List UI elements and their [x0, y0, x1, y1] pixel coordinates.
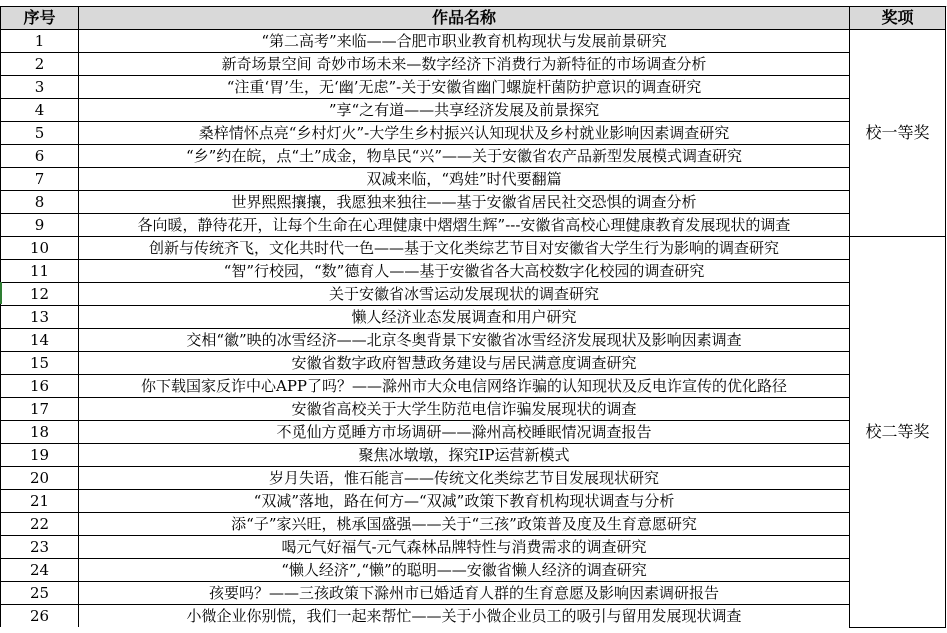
table-row [1, 490, 946, 513]
row-number-cell[interactable]: 25 [1, 582, 79, 605]
row-number-cell[interactable]: 16 [1, 375, 79, 398]
table-row [1, 145, 946, 168]
row-number-cell[interactable]: 19 [1, 444, 79, 467]
work-name-cell[interactable]: 关于安徽省冰雪运动发展现状的调查研究 [79, 283, 850, 306]
row-number-cell[interactable]: 21 [1, 490, 79, 513]
row-number-cell[interactable]: 12 [1, 283, 79, 306]
row-number-cell[interactable]: 2 [1, 53, 79, 76]
table-row [1, 99, 946, 122]
header-award[interactable]: 奖项 [850, 7, 946, 30]
table-row [1, 467, 946, 490]
table-row [1, 536, 946, 559]
table-row [1, 53, 946, 76]
row-number-cell[interactable]: 6 [1, 145, 79, 168]
row-number-cell[interactable]: 14 [1, 329, 79, 352]
table-row [1, 444, 946, 467]
work-name-cell[interactable]: 安徽省高校关于大学生防范电信诈骗发展现状的调查 [79, 398, 850, 421]
row-number-cell[interactable]: 8 [1, 191, 79, 214]
table-row [1, 260, 946, 283]
work-name-cell[interactable]: 交相“徽”映的冰雪经济——北京冬奥背景下安徽省冰雪经济发展现状及影响因素调查 [79, 329, 850, 352]
row-number-cell[interactable]: 1 [1, 30, 79, 53]
work-name-cell[interactable]: 安徽省数字政府智慧政务建设与居民满意度调查研究 [79, 352, 850, 375]
work-name-cell[interactable]: 孩要吗？——三孩政策下滁州市已婚适育人群的生育意愿及影响因素调研报告 [79, 582, 850, 605]
row-number-cell[interactable]: 18 [1, 421, 79, 444]
work-name-cell[interactable]: “注重‘胃’生，无‘幽’无虑”-关于安徽省幽门螺旋杆菌防护意识的调查研究 [79, 76, 850, 99]
work-name-cell[interactable]: 各向暖，静待花开，让每个生命在心理健康中熠熠生辉”---安徽省高校心理健康教育发展现状的调查 [79, 214, 850, 237]
work-name-cell[interactable]: “乡”约在皖，点“土”成金，物阜民“兴”——关于安徽省农产品新型发展模式调查研究 [79, 145, 850, 168]
table-row [1, 237, 946, 260]
row-number-cell[interactable]: 22 [1, 513, 79, 536]
work-name-cell[interactable]: 岁月失语，惟石能言——传统文化类综艺节目发展现状研究 [79, 467, 850, 490]
row-number-cell[interactable]: 3 [1, 76, 79, 99]
row-number-cell[interactable]: 5 [1, 122, 79, 145]
table-row [1, 375, 946, 398]
work-name-cell[interactable]: “智”行校园，“数”德育人——基于安徽省各大高校数字化校园的调查研究 [79, 260, 850, 283]
table-row [1, 329, 946, 352]
table-row [1, 582, 946, 605]
row-number-cell[interactable]: 11 [1, 260, 79, 283]
row-number-cell[interactable]: 23 [1, 536, 79, 559]
cell-selection-marker [0, 282, 2, 304]
row-number-cell[interactable]: 4 [1, 99, 79, 122]
row-number-cell[interactable]: 17 [1, 398, 79, 421]
table-row [1, 421, 946, 444]
table-row [1, 398, 946, 421]
work-name-cell[interactable]: 不觅仙方觅睡方市场调研——滁州高校睡眠情况调查报告 [79, 421, 850, 444]
work-name-cell[interactable]: 桑梓情怀点亮“乡村灯火”-大学生乡村振兴认知现状及乡村就业影响因素调查研究 [79, 122, 850, 145]
work-name-cell[interactable]: 喝元气好福气-元气森林品牌特性与消费需求的调查研究 [79, 536, 850, 559]
award-first-cell[interactable]: 校一等奖 [850, 30, 946, 237]
work-name-cell[interactable]: “第二高考”来临——合肥市职业教育机构现状与发展前景研究 [79, 30, 850, 53]
header-num[interactable]: 序号 [1, 7, 79, 30]
awards-table [0, 6, 946, 628]
work-name-cell[interactable]: 新奇场景空间 奇妙市场未来—数字经济下消费行为新特征的市场调查分析 [79, 53, 850, 76]
table-row [1, 191, 946, 214]
header-row [1, 7, 946, 30]
row-number-cell[interactable]: 20 [1, 467, 79, 490]
row-number-cell[interactable]: 24 [1, 559, 79, 582]
table-row [1, 559, 946, 582]
table-row [1, 352, 946, 375]
table-row [1, 605, 946, 628]
work-name-cell[interactable]: 你下载国家反诈中心APP了吗？——滁州市大众电信网络诈骗的认知现状及反电诈宣传的优化路径 [79, 375, 850, 398]
award-second-cell[interactable]: 校二等奖 [850, 237, 946, 628]
table-row [1, 30, 946, 53]
work-name-cell[interactable]: 创新与传统齐飞，文化共时代一色——基于文化类综艺节目对安徽省大学生行为影响的调查研究 [79, 237, 850, 260]
work-name-cell[interactable]: 双减来临，“鸡娃”时代要翻篇 [79, 168, 850, 191]
row-number-cell[interactable]: 9 [1, 214, 79, 237]
header-name[interactable]: 作品名称 [79, 7, 850, 30]
table-row [1, 122, 946, 145]
row-number-cell[interactable]: 7 [1, 168, 79, 191]
table-row [1, 306, 946, 329]
work-name-cell[interactable]: 聚焦冰墩墩，探究IP运营新模式 [79, 444, 850, 467]
table-row [1, 76, 946, 99]
table-row [1, 168, 946, 191]
work-name-cell[interactable]: ”享“之有道——共享经济发展及前景探究 [79, 99, 850, 122]
work-name-cell[interactable]: “懒人经济”,“懒”的聪明——安徽省懒人经济的调查研究 [79, 559, 850, 582]
row-number-cell[interactable]: 26 [1, 605, 79, 628]
table-row [1, 283, 946, 306]
work-name-cell[interactable]: 添“子”家兴旺，桃承国盛强——关于“三孩”政策普及度及生育意愿研究 [79, 513, 850, 536]
row-number-cell[interactable]: 15 [1, 352, 79, 375]
table-row [1, 513, 946, 536]
table-row [1, 214, 946, 237]
work-name-cell[interactable]: 世界熙熙攘攘，我愿独来独往——基于安徽省居民社交恐惧的调查分析 [79, 191, 850, 214]
row-number-cell[interactable]: 10 [1, 237, 79, 260]
work-name-cell[interactable]: “双减”落地，路在何方—“双减”政策下教育机构现状调查与分析 [79, 490, 850, 513]
row-number-cell[interactable]: 13 [1, 306, 79, 329]
work-name-cell[interactable]: 小微企业你别慌，我们一起来帮忙——关于小微企业员工的吸引与留用发展现状调查 [79, 605, 850, 628]
work-name-cell[interactable]: 懒人经济业态发展调查和用户研究 [79, 306, 850, 329]
